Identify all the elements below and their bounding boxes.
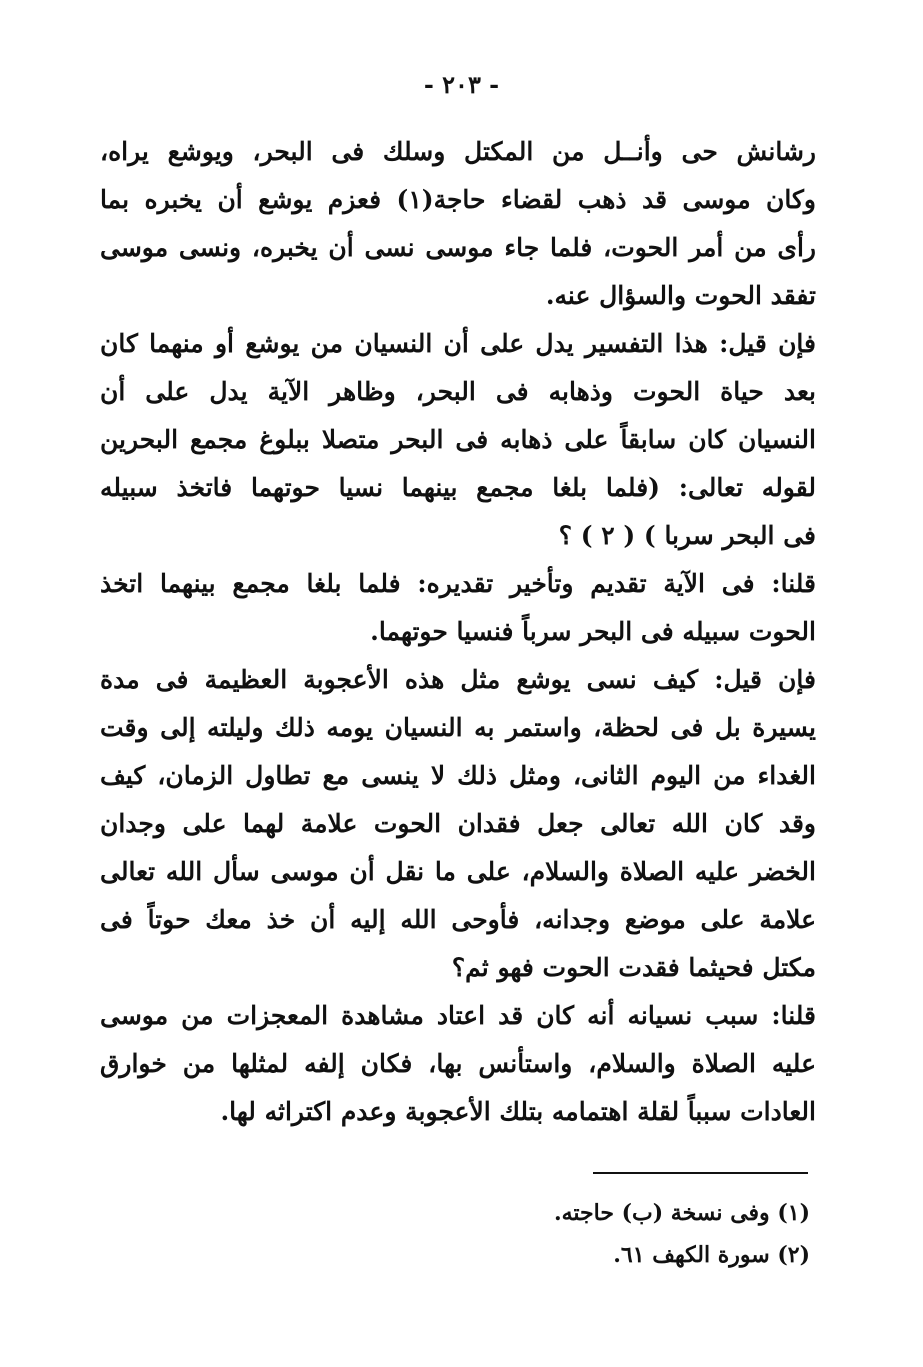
body-line: فإن قيل: هذا التفسير يدل على أن النسيان من يوشع أو منهما كان [100, 329, 816, 358]
body-line: بعد حياة الحوت وذهابه فى البحر، وظاهر الآية يدل على أن [100, 377, 816, 406]
footnote-1: (١) وفى نسخة (ب) حاجته. [553, 1200, 810, 1226]
body-line: النسيان كان سابقاً على ذهابه فى البحر متصلا ببلوغ مجمع البحرين [100, 425, 816, 454]
quran-quote-line: فى البحر سربا ) ( ٢ ) ؟ [558, 521, 816, 550]
footnote-2: (٢) سورة الكهف ٦١. [613, 1242, 810, 1268]
footnotes [400, 1192, 810, 1276]
body-line: عليه الصلاة والسلام، واستأنس بها، فكان إلفه لمثلها من خوارق [100, 1049, 816, 1078]
body-text [100, 128, 816, 1136]
body-line: الحوت سبيله فى البحر سرباً فنسيا حوتهما. [370, 617, 816, 646]
body-line: وكان موسى قد ذهب لقضاء حاجة(١) فعزم يوشع أن يخبره بما [100, 185, 816, 214]
footnote-divider [593, 1172, 808, 1174]
body-line: لقوله تعالى: (فلما بلغا مجمع بينهما نسيا حوتهما فاتخذ سبيله [100, 473, 816, 502]
body-line: قلنا: فى الآية تقديم وتأخير تقديره: فلما بلغا مجمع بينهما اتخذ [100, 569, 816, 598]
body-line: رأى من أمر الحوت، فلما جاء موسى نسى أن يخبره، ونسى موسى [100, 233, 816, 262]
body-line: فإن قيل: كيف نسى يوشع مثل هذه الأعجوبة العظيمة فى مدة [100, 665, 816, 694]
body-line: مكتل فحيثما فقدت الحوت فهو ثم؟ [451, 953, 816, 982]
body-line: الغداء من اليوم الثانى، ومثل ذلك لا ينسى مع تطاول الزمان، كيف [100, 761, 816, 790]
body-line: العادات سبباً لقلة اهتمامه بتلك الأعجوبة وعدم اكتراثه لها. [220, 1097, 816, 1126]
body-line: تفقد الحوت والسؤال عنه. [545, 281, 816, 310]
body-line: قلنا: سبب نسيانه أنه كان قد اعتاد مشاهدة المعجزات من موسى [100, 1001, 816, 1030]
body-line: يسيرة بل فى لحظة، واستمر به النسيان يومه ذلك وليلته إلى وقت [100, 713, 816, 742]
page-number: - ٢٠٣ - [423, 70, 500, 99]
body-line: رشانش حى وأنــل من المكتل وسلك فى البحر، ويوشع يراه، [100, 137, 816, 166]
body-line: وقد كان الله تعالى جعل فقدان الحوت علامة لهما على وجدان [100, 809, 816, 838]
body-line: علامة على موضع وجدانه، فأوحى الله إليه أن خذ معك حوتاً فى [100, 905, 816, 934]
body-line: الخضر عليه الصلاة والسلام، على ما نقل أن موسى سأل الله تعالى [100, 857, 816, 886]
